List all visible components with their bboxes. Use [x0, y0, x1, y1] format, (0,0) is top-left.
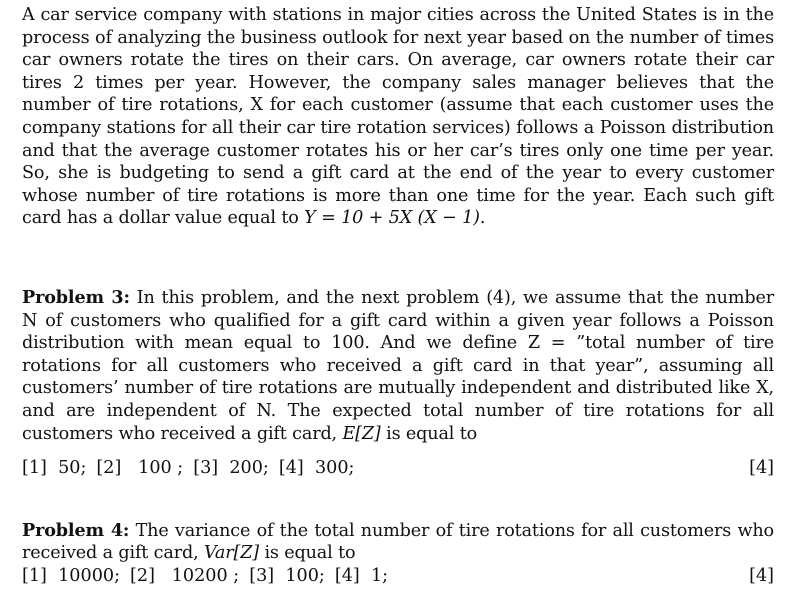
problem-3-text-end: is equal to — [380, 423, 478, 444]
problem-4-text-end: is equal to — [259, 543, 356, 564]
problem-3-option-4: [4] 300; — [278, 458, 355, 479]
problem-3 — [22, 287, 774, 480]
problem-3-option-list — [22, 457, 364, 480]
problem-3-option-1: [1] 50; — [22, 458, 87, 479]
intro-formula: Y = 10 + 5X (X − 1) — [304, 208, 480, 229]
problem-3-options — [22, 457, 774, 480]
problem-4 — [22, 520, 774, 588]
document-page — [22, 4, 774, 587]
problem-3-statement — [22, 287, 774, 445]
problem-4-option-4: [4] 1; — [334, 565, 389, 586]
intro-text: A car service company with stations in major cities across the United States is in the process of analyzing the business outlook for next year based on the number of times car owners rotate the tires on their cars. On average, car owners rotate their car tires 2 times per year. However, the company sales manager believes that the number of tire rotations, X for each customer (assume that each customer uses the company stations for all their car tire rotation services) follows a Poisson distribution and that the average customer rotates his or her car’s tires only one time per year. So, she is budgeting to send a gift card at the end of the year to every customer whose number of tire rotations is more than one time for the year. Each such gift card has a dollar value equal to — [22, 5, 774, 229]
problem-3-marks: [4] — [749, 458, 774, 479]
intro-paragraph — [22, 4, 774, 230]
problem-4-option-list — [22, 565, 398, 588]
problem-4-option-2: [2] 10200 ; — [130, 565, 240, 586]
problem-4-text: The variance of the total number of tire rotations for all customers who received a gift card, — [22, 520, 774, 564]
problem-3-option-3: [3] 200; — [193, 458, 269, 479]
problem-3-text: In this problem, and the next problem (4), we assume that the number N of customers who qualified for a gift card within a given year follows a Poisson distribution with mean equal to 100. And we define Z = ”total number of tire rotations for all customers who received a gift card in that year”, assuming all customers’ number of tire rotations are mutually independent and distributed like X, and are independent of N. The expected total number of tire rotations for all customers who received a gift card, — [22, 287, 774, 444]
problem-4-statement — [22, 520, 774, 565]
problem-4-formula: Var[Z] — [203, 543, 260, 564]
problem-4-option-1: [1] 10000; — [22, 565, 121, 586]
problem-4-label: Problem 4: — [22, 519, 130, 541]
problem-4-marks: [4] — [749, 565, 774, 586]
problem-3-label: Problem 3: — [22, 286, 130, 308]
problem-4-option-3: [3] 100; — [249, 565, 325, 586]
intro-text-end: . — [479, 208, 486, 229]
problem-3-formula: E[Z] — [342, 423, 381, 444]
problem-4-options — [22, 565, 774, 588]
problem-3-option-2: [2] 100 ; — [96, 458, 184, 479]
